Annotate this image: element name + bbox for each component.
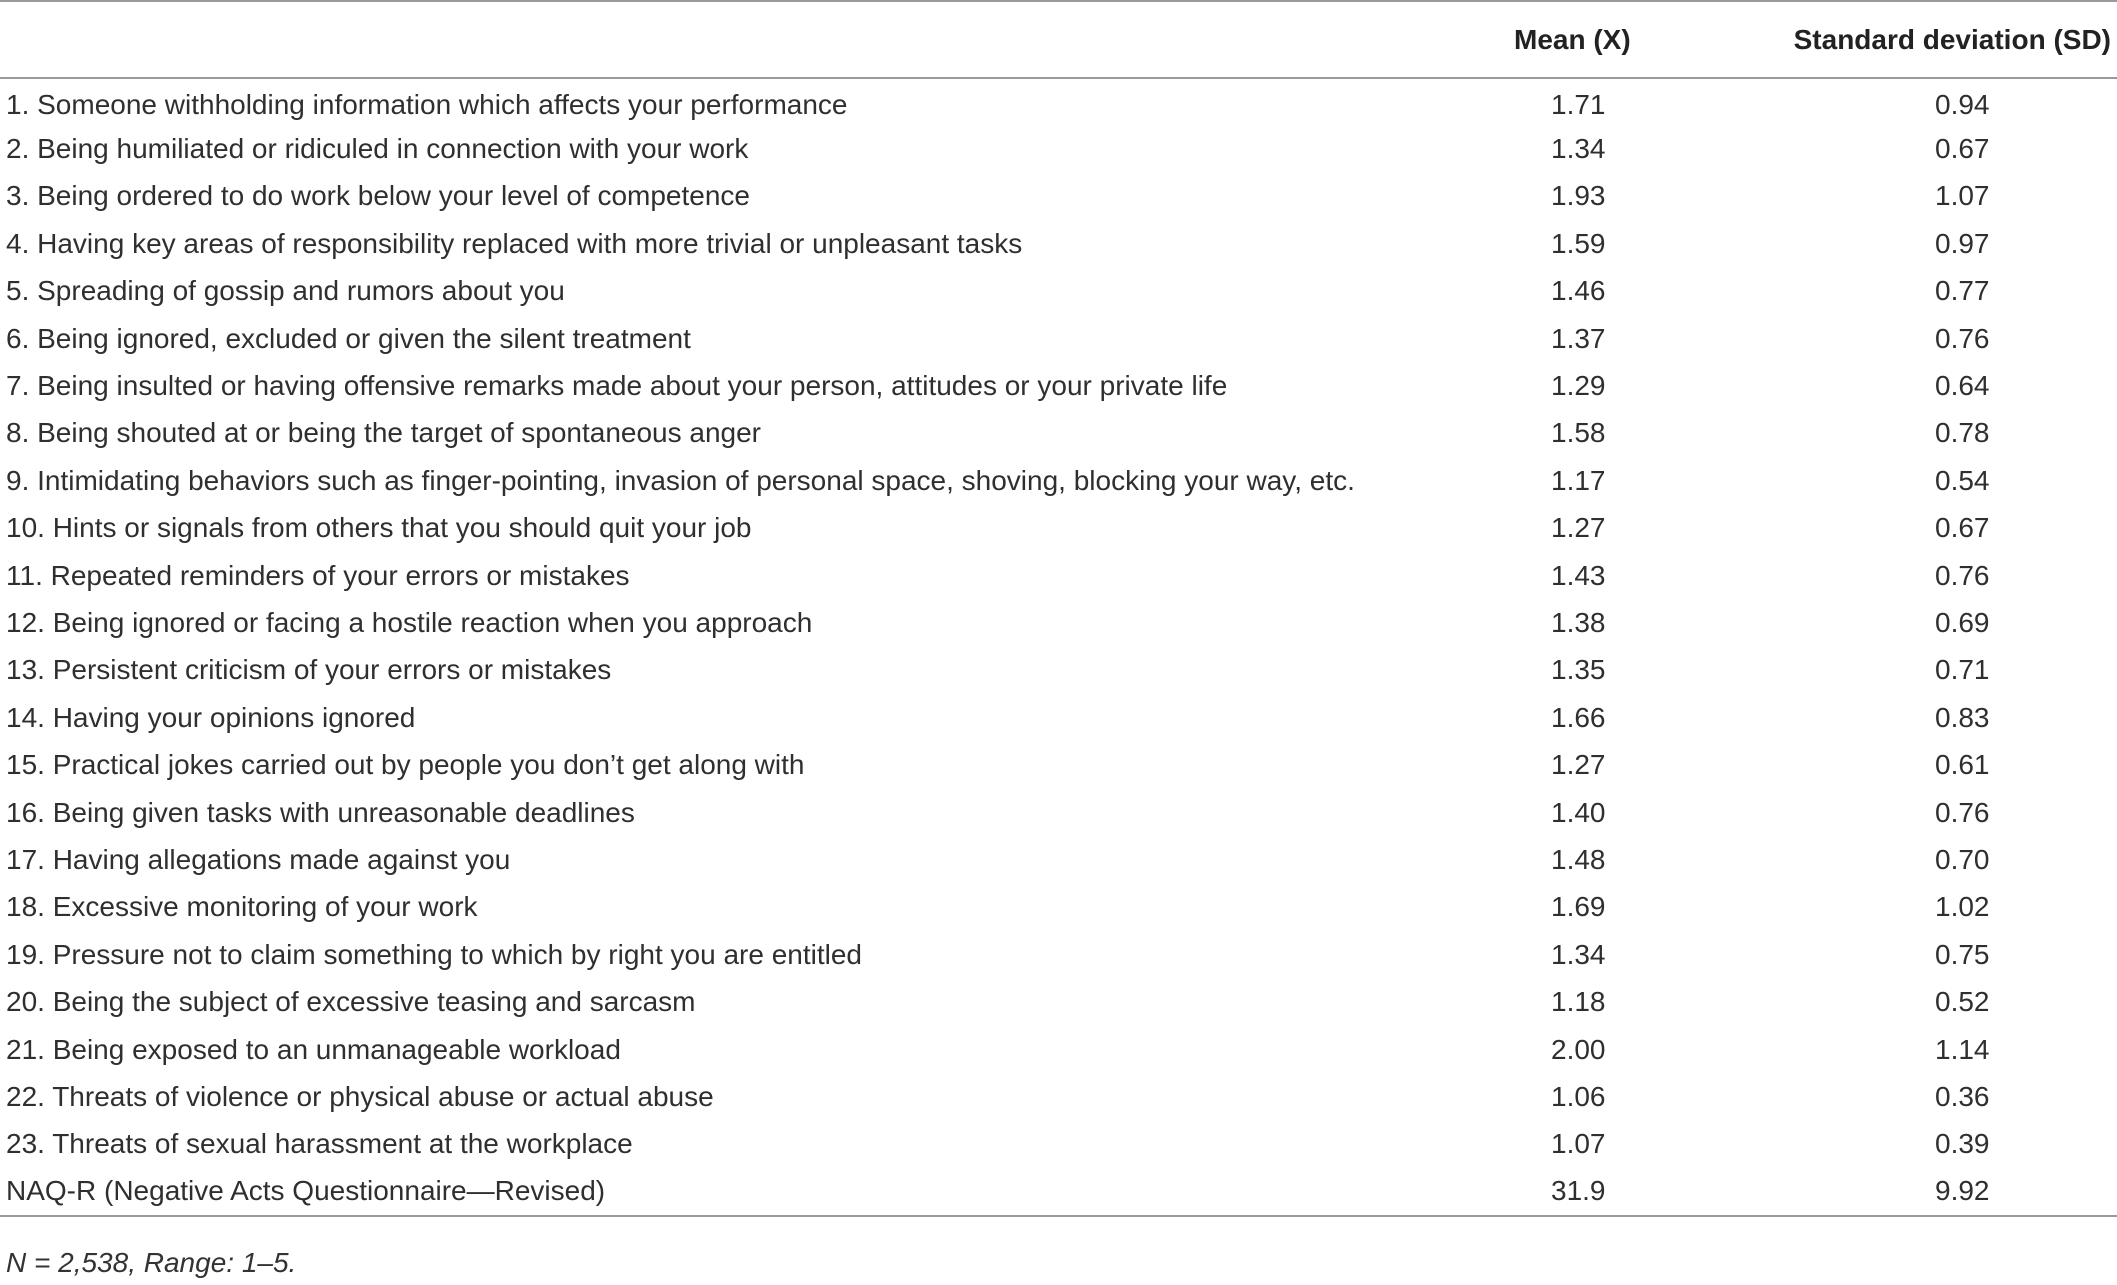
table-footnote: N = 2,538, Range: 1–5. (6, 1247, 297, 1278)
row-mean-value: 1.27 (1551, 749, 1606, 781)
table-header (0, 1, 2117, 78)
row-mean-value: 1.34 (1551, 938, 1606, 970)
row-mean-value: 1.07 (1551, 1128, 1606, 1160)
table-row (0, 505, 2117, 552)
table-row (0, 1073, 2117, 1120)
row-mean-value: 1.06 (1551, 1080, 1606, 1112)
row-sd-value: 0.76 (1935, 796, 1990, 828)
row-mean-value: 1.46 (1551, 275, 1606, 307)
row-sd-value: 0.76 (1935, 322, 1990, 354)
row-mean-value: 1.43 (1551, 559, 1606, 591)
row-mean-value: 1.37 (1551, 322, 1606, 354)
table-row (0, 362, 2117, 409)
row-item-label: 16. Being given tasks with unreasonable deadlines (6, 796, 635, 828)
header-sd: Standard deviation (SD) (1680, 1, 2117, 78)
row-sd-value: 0.69 (1935, 606, 1990, 638)
row-mean-value: 1.17 (1551, 464, 1606, 496)
row-item-label: 22. Threats of violence or physical abuse or actual abuse (6, 1080, 714, 1112)
row-mean-value: 1.58 (1551, 417, 1606, 449)
row-mean-value: 1.34 (1551, 133, 1606, 165)
row-mean-value: 2.00 (1551, 1033, 1606, 1065)
row-sd-value: 0.64 (1935, 370, 1990, 402)
row-sd-value: 0.76 (1935, 559, 1990, 591)
row-item-label: 20. Being the subject of excessive teasing and sarcasm (6, 986, 696, 1018)
row-item-label: 14. Having your opinions ignored (6, 701, 416, 733)
row-item-label: 8. Being shouted at or being the target of spontaneous anger (6, 417, 762, 449)
table-row (0, 1168, 2117, 1216)
row-item-label: 9. Intimidating behaviors such as finger-pointing, invasion of personal space, shoving, blocking your way, etc. (6, 464, 1355, 496)
row-item-label: 5. Spreading of gossip and rumors about you (6, 275, 565, 307)
header-item (0, 1, 1460, 78)
row-item-label: 19. Pressure not to claim something to which by right you are entitled (6, 938, 862, 970)
table-row (0, 410, 2117, 457)
table-row (0, 931, 2117, 978)
row-mean-value: 1.35 (1551, 654, 1606, 686)
table-row (0, 1026, 2117, 1073)
row-sd-value: 9.92 (1680, 1168, 2117, 1216)
row-mean-value: 1.40 (1551, 796, 1606, 828)
table-body (0, 78, 2117, 1216)
row-mean-value: 1.69 (1551, 891, 1606, 923)
row-sd-value: 1.14 (1935, 1033, 1990, 1065)
row-sd-value: 0.97 (1935, 227, 1990, 259)
row-item-label: 2. Being humiliated or ridiculed in connection with your work (6, 133, 749, 165)
table-row (0, 173, 2117, 220)
row-sd-value: 0.94 (1935, 89, 1990, 121)
row-sd-value: 0.36 (1935, 1080, 1990, 1112)
row-item-label: 10. Hints or signals from others that you should quit your job (6, 512, 752, 544)
row-mean-value: 1.59 (1551, 227, 1606, 259)
table-row (0, 268, 2117, 315)
row-sd-value: 0.67 (1935, 512, 1990, 544)
table-row (0, 552, 2117, 599)
row-sd-value: 1.07 (1935, 180, 1990, 212)
table-row (0, 789, 2117, 836)
row-item-label: 18. Excessive monitoring of your work (6, 891, 478, 923)
row-sd-value: 0.71 (1935, 654, 1990, 686)
row-mean-value: 1.66 (1551, 701, 1606, 733)
row-item-label: 17. Having allegations made against you (6, 843, 511, 875)
row-mean-value: 1.48 (1551, 843, 1606, 875)
row-sd-value: 0.52 (1935, 986, 1990, 1018)
row-item-label: 21. Being exposed to an unmanageable workload (6, 1033, 621, 1065)
table-row (0, 125, 2117, 172)
table-row (0, 836, 2117, 883)
row-sd-value: 1.02 (1935, 891, 1990, 923)
row-mean-value: 1.38 (1551, 606, 1606, 638)
row-sd-value: 0.75 (1935, 938, 1990, 970)
row-sd-value: 0.83 (1935, 701, 1990, 733)
row-item-label: 11. Repeated reminders of your errors or mistakes (6, 559, 630, 591)
row-sd-value: 0.67 (1935, 133, 1990, 165)
header-mean: Mean (X) (1460, 1, 1680, 78)
table-row (0, 647, 2117, 694)
table-row (0, 315, 2117, 362)
header-row (0, 1, 2117, 78)
row-item-label: 7. Being insulted or having offensive remarks made about your person, attitudes or your private life (6, 370, 1228, 402)
table-row (0, 694, 2117, 741)
row-item-label: 23. Threats of sexual harassment at the workplace (6, 1128, 633, 1160)
row-item-label: 12. Being ignored or facing a hostile reaction when you approach (6, 606, 813, 638)
row-item-label: 13. Persistent criticism of your errors or mistakes (6, 654, 612, 686)
table-row (0, 884, 2117, 931)
row-mean-value: 1.93 (1551, 180, 1606, 212)
table-row (0, 457, 2117, 504)
table-row (0, 1121, 2117, 1168)
row-item-label: 1. Someone withholding information which affects your performance (6, 89, 848, 121)
row-sd-value: 0.78 (1935, 417, 1990, 449)
row-sd-value: 0.39 (1935, 1128, 1990, 1160)
row-sd-value: 0.77 (1935, 275, 1990, 307)
row-sd-value: 0.54 (1935, 464, 1990, 496)
table-row (0, 78, 2117, 125)
row-mean-value: 1.29 (1551, 370, 1606, 402)
row-mean-value: 1.27 (1551, 512, 1606, 544)
row-mean-value: 1.71 (1551, 89, 1606, 121)
row-item-label: NAQ-R (Negative Acts Questionnaire—Revised) (0, 1168, 1460, 1216)
row-item-label: 15. Practical jokes carried out by people you don’t get along with (6, 749, 805, 781)
table-row (0, 599, 2117, 646)
row-item-label: 3. Being ordered to do work below your level of competence (6, 180, 750, 212)
table-row (0, 741, 2117, 788)
row-sd-value: 0.61 (1935, 749, 1990, 781)
row-mean-value: 1.18 (1551, 986, 1606, 1018)
row-item-label: 4. Having key areas of responsibility replaced with more trivial or unpleasant tasks (6, 227, 1023, 259)
row-sd-value: 0.70 (1935, 843, 1990, 875)
row-item-label: 6. Being ignored, excluded or given the silent treatment (6, 322, 691, 354)
row-mean-value: 31.9 (1460, 1168, 1680, 1216)
table-row (0, 978, 2117, 1025)
table-row (0, 220, 2117, 267)
